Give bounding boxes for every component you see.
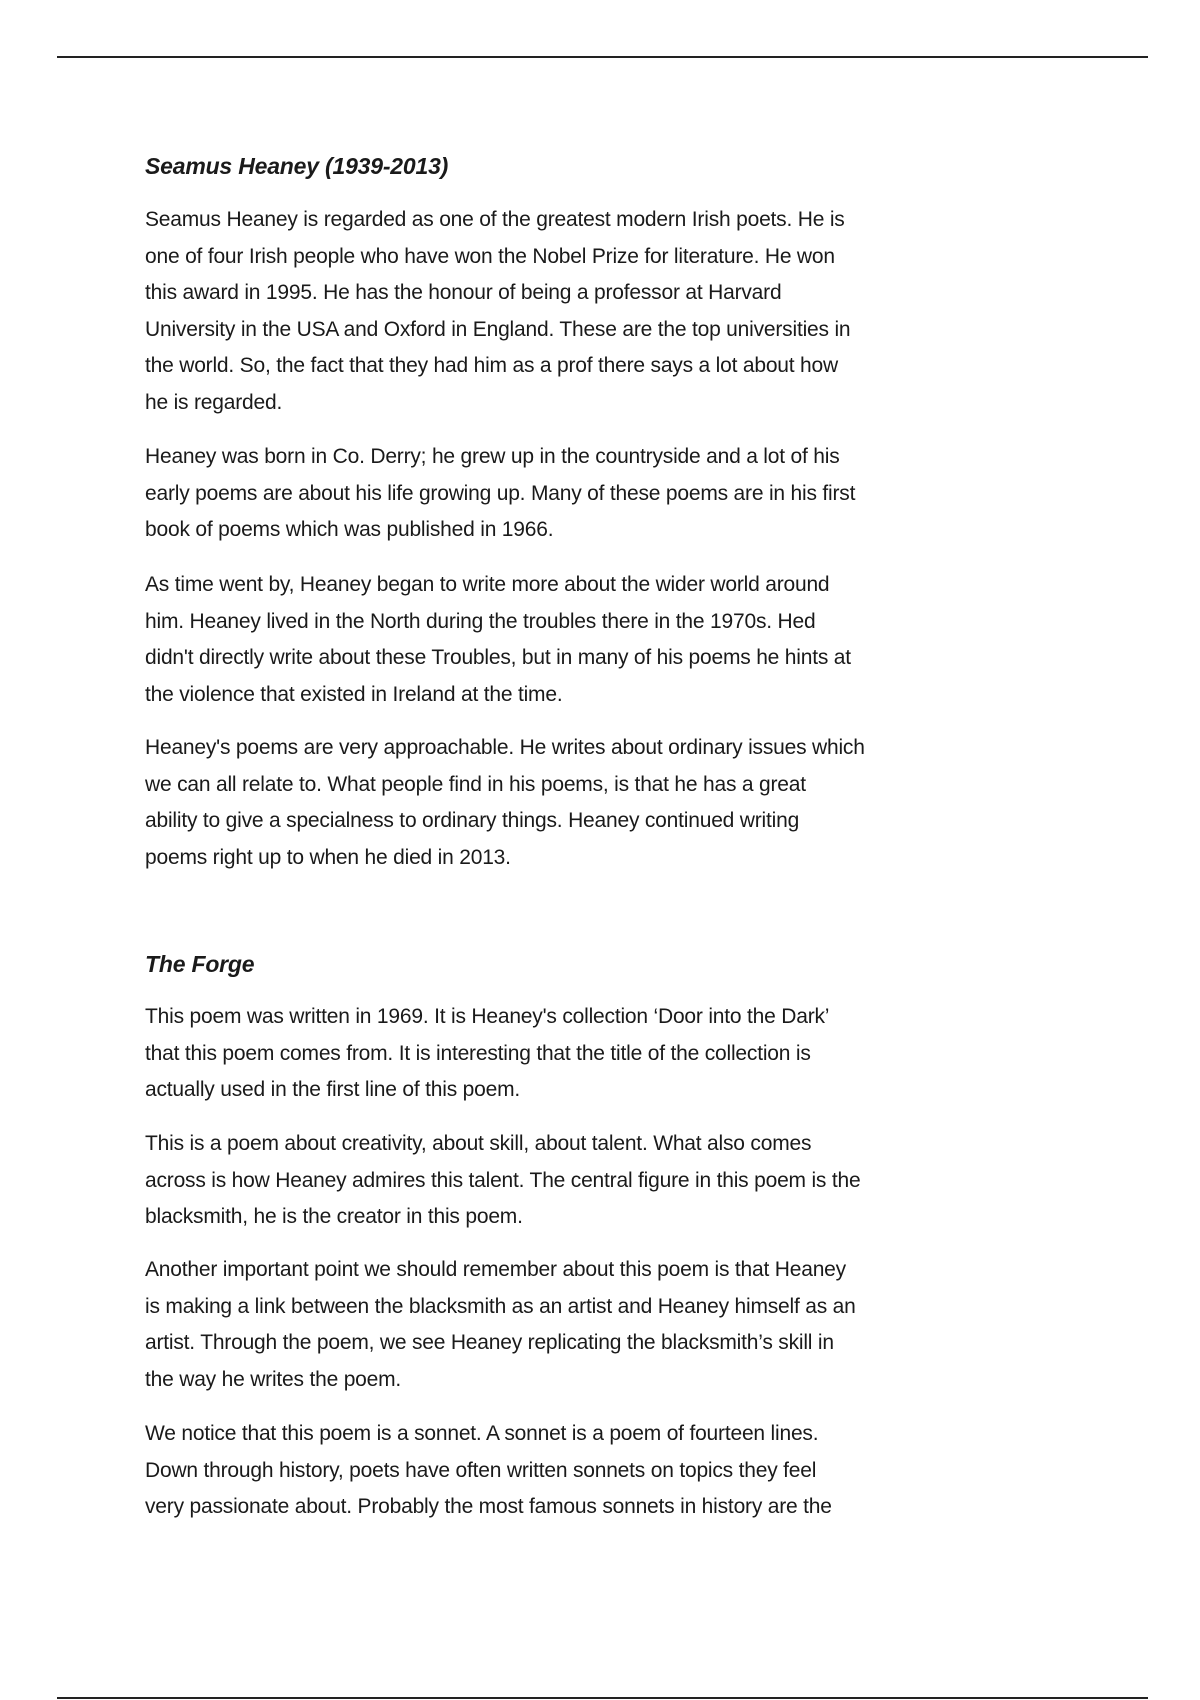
paragraph-line: very passionate about. Probably the most famous sonnets in history are the [145,1495,832,1519]
paragraph-line: poems right up to when he died in 2013. [145,845,511,869]
paragraph-line: ability to give a specialness to ordinary things. Heaney continued writing [145,809,800,833]
paragraph-line: artist. Through the poem, we see Heaney replicating the blacksmith’s skill in [145,1331,834,1355]
paragraph-line: actually used in the first line of this poem. [145,1078,521,1102]
footer-rule [57,1697,1148,1699]
paragraph-line: This poem was written in 1969. It is Heaney's collection ‘Door into the Dark’ [145,1005,830,1028]
paragraph-line: blacksmith, he is the creator in this poem. [145,1205,523,1229]
header-rule [57,56,1148,58]
paragraph-line: we can all relate to. What people find in his poems, is that he has a great [145,772,806,796]
paragraph-line: that this poem comes from. It is interesting that the title of the collection is [145,1041,811,1065]
paragraph [145,999,829,1109]
paragraph-line: University in the USA and Oxford in England. These are the top universities in [145,317,851,341]
paragraph-line: Seamus Heaney is regarded as one of the greatest modern Irish poets. He is [145,208,845,231]
paragraph-line: the world. So, the fact that they had him as a prof there says a lot about how [145,354,838,378]
paragraph-line: him. Heaney lived in the North during the troubles there in the 1970s. Hed [145,609,816,633]
paragraph [145,730,865,876]
section-heading: The Forge [145,951,255,977]
paragraph-line: one of four Irish people who have won the Nobel Prize for literature. He won [145,244,835,268]
paragraph-line: across is how Heaney admires this talent. The central figure in this poem is the [145,1168,861,1192]
paragraph-line: We notice that this poem is a sonnet. A sonnet is a poem of fourteen lines. [145,1422,819,1445]
paragraph-line: is making a link between the blacksmith as an artist and Heaney himself as an [145,1294,856,1318]
paragraph-line: didn't directly write about these Troubles, but in many of his poems he hints at [145,646,851,670]
paragraph [145,1416,832,1526]
paragraph-line: Down through history, poets have often written sonnets on topics they feel [145,1458,817,1482]
paragraph-line: Heaney's poems are very approachable. He writes about ordinary issues which [145,736,865,759]
paragraph-line: the way he writes the poem. [145,1367,402,1391]
section-heading: Seamus Heaney (1939-2013) [145,153,449,179]
paragraph-line: Heaney was born in Co. Derry; he grew up in the countryside and a lot of his [145,445,840,468]
paragraph-line: this award in 1995. He has the honour of being a professor at Harvard [145,281,782,305]
paragraph-line: Another important point we should remember about this poem is that Heaney [145,1258,846,1281]
paragraph [145,1252,856,1398]
paragraph [145,202,850,422]
paragraph [145,1126,860,1236]
paragraph-line: the violence that existed in Ireland at the time. [145,682,563,706]
paragraph-line: book of poems which was published in 1966. [145,518,554,542]
paragraph-line: he is regarded. [145,390,283,414]
paragraph-line: This is a poem about creativity, about skill, about talent. What also comes [145,1132,812,1155]
paragraph-line: early poems are about his life growing up. Many of these poems are in his first [145,481,856,505]
paragraph-line: As time went by, Heaney began to write more about the wider world around [145,573,830,596]
paragraph [145,439,855,549]
paragraph [145,567,851,713]
